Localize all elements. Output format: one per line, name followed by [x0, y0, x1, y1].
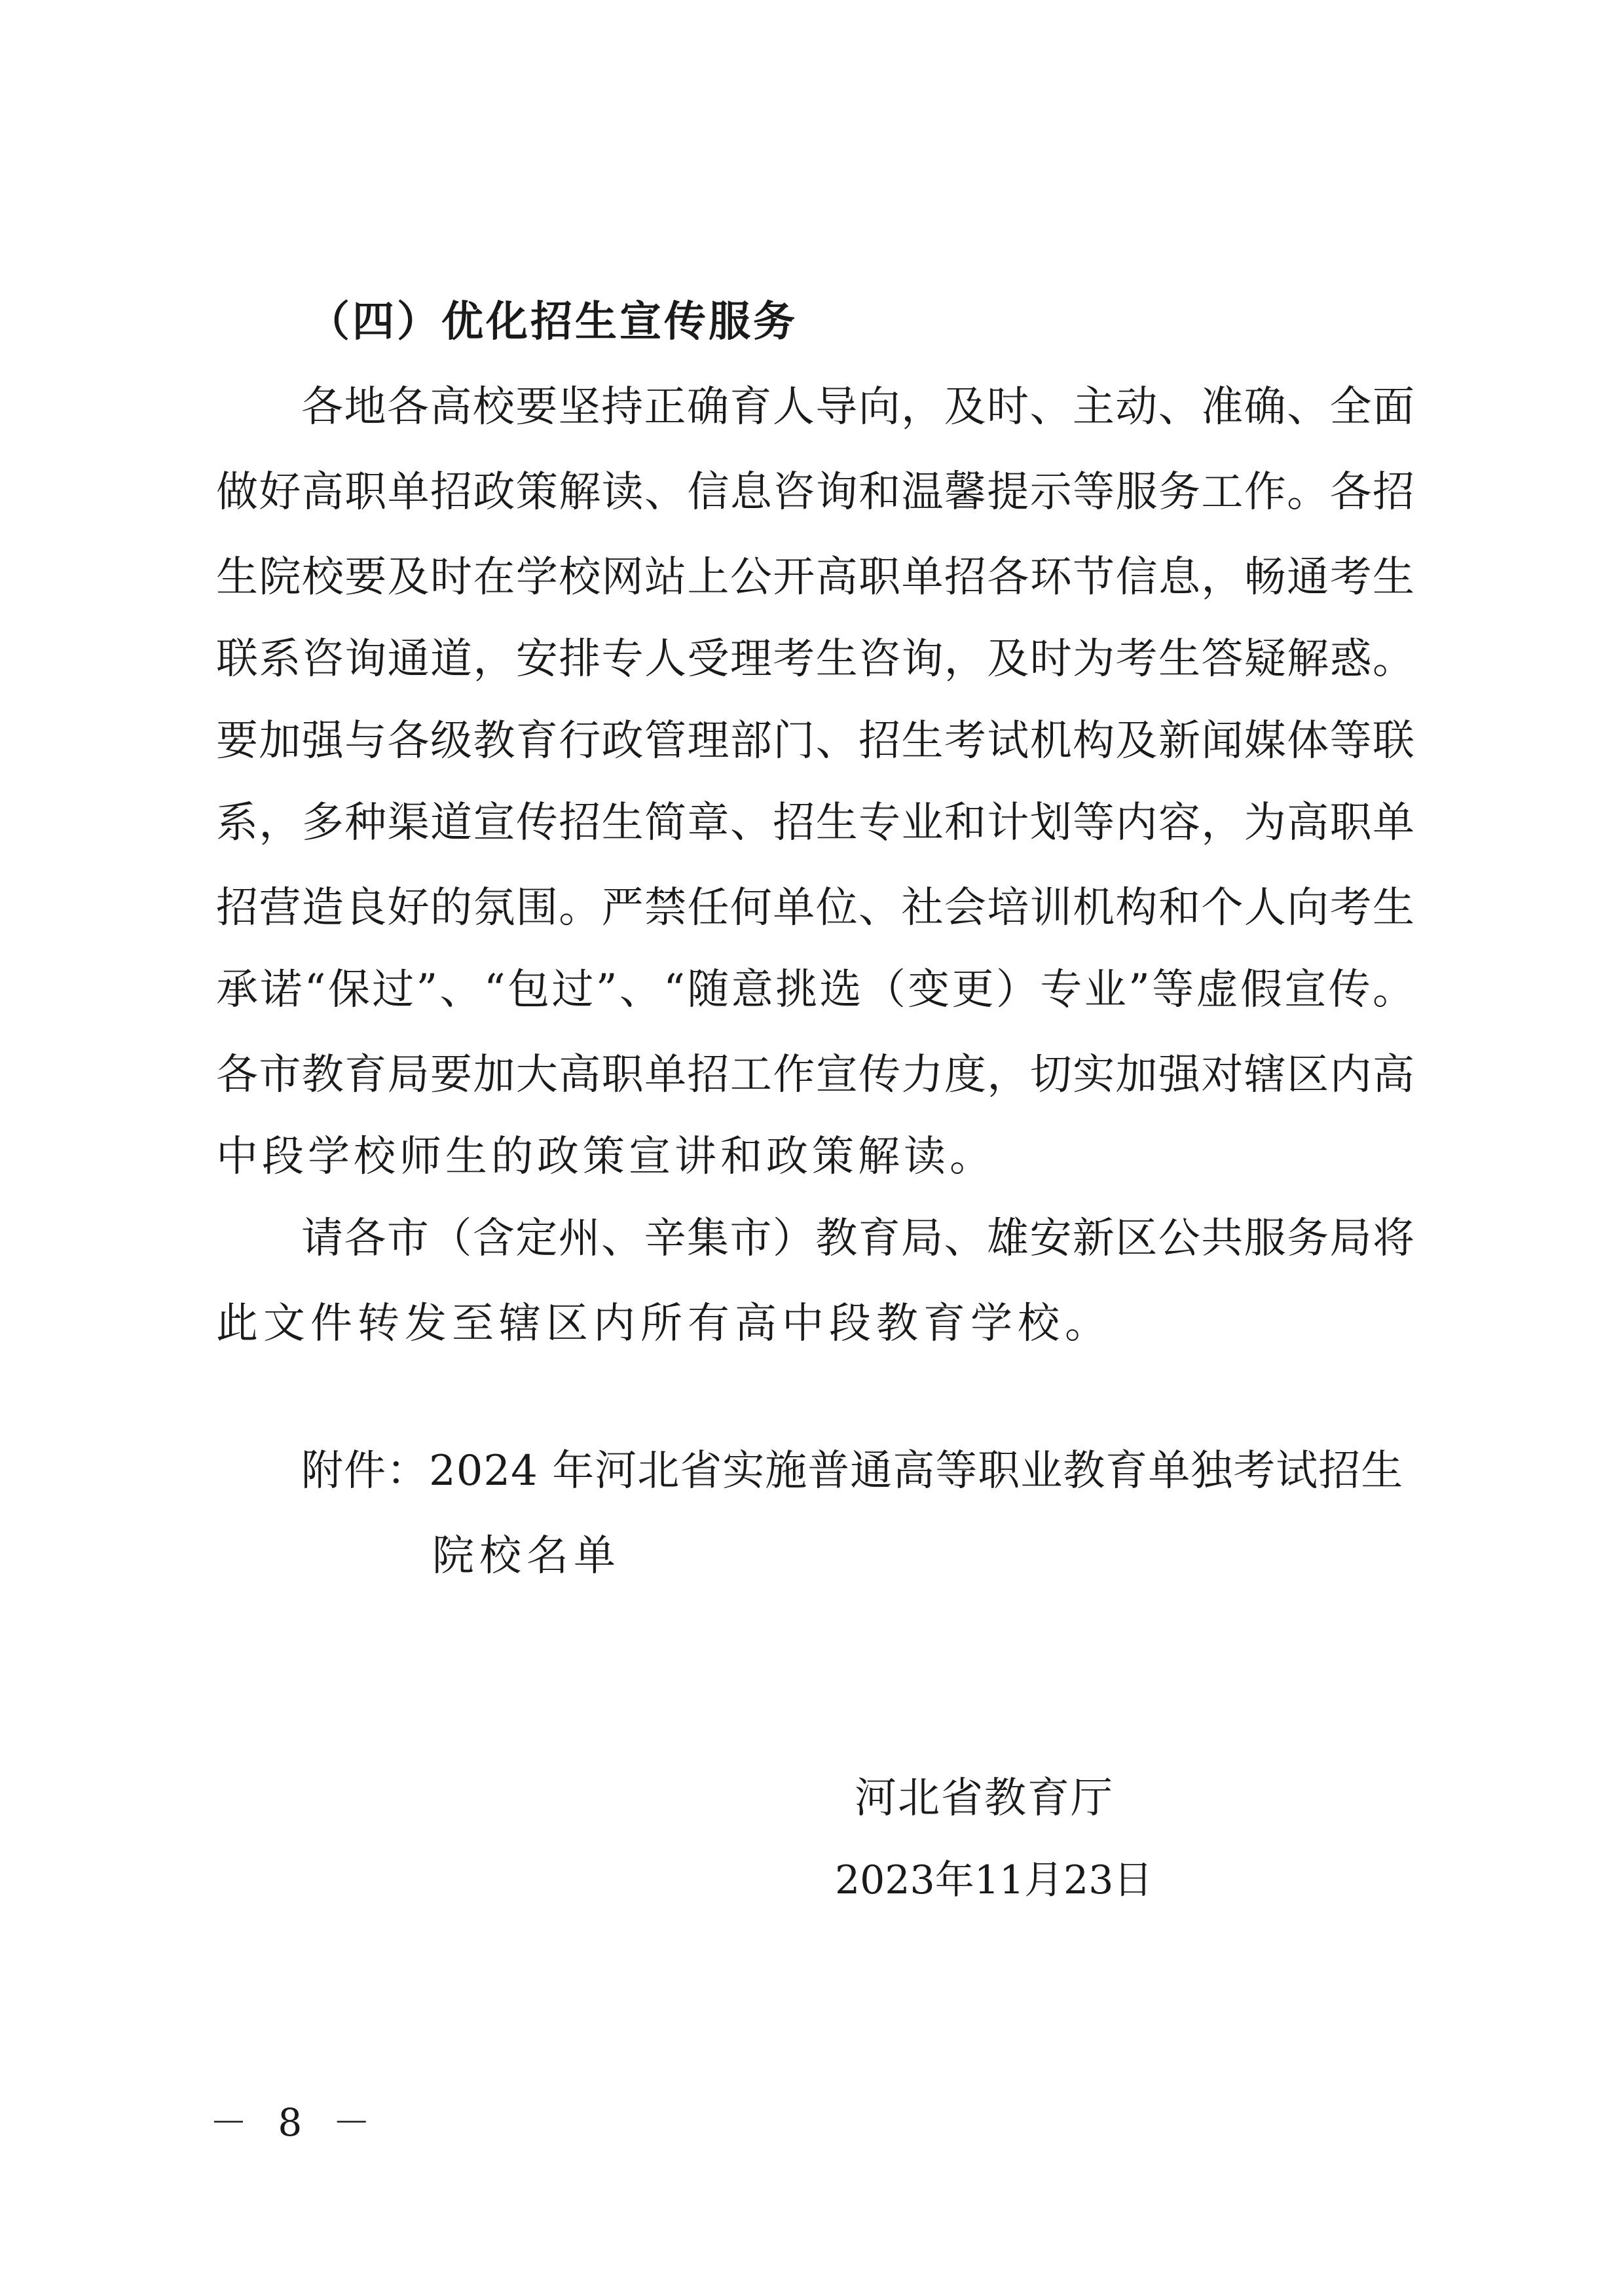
attachment-line: 附件：2024 年河北省实施普通高等职业教育单独考试招生 [301, 1447, 1404, 1495]
paragraph-line: 联系咨询通道，安排专人受理考生咨询，及时为考生答疑解惑。 [216, 635, 1414, 683]
attachment-line-continued: 院校名单 [432, 1532, 621, 1580]
paragraph-line: 招营造良好的氛围。严禁任何单位、社会培训机构和个人向考生 [216, 884, 1414, 932]
paragraph-line: 中段学校师生的政策宣讲和政策解读。 [216, 1133, 995, 1181]
issue-date: 2023年11月23日 [835, 1857, 1153, 1903]
section-heading: （四）优化招生宣传服务 [308, 297, 798, 346]
paragraph-line: 各市教育局要加大高职单招工作宣传力度，切实加强对辖区内高 [216, 1051, 1414, 1099]
paragraph-line: 此文件转发至辖区内所有高中段教育学校。 [216, 1300, 1112, 1348]
paragraph-line: 做好高职单招政策解读、信息咨询和温馨提示等服务工作。各招 [216, 468, 1414, 517]
paragraph-line: 承诺“保过”、“包过”、“随意挑选（变更）专业”等虚假宣传。 [216, 966, 1414, 1014]
paragraph-line: 要加强与各级教育行政管理部门、招生考试机构及新闻媒体等联 [216, 717, 1414, 765]
paragraph-line: 生院校要及时在学校网站上公开高职单招各环节信息，畅通考生 [216, 553, 1414, 602]
paragraph-line: 各地各高校要坚持正确育人导向，及时、主动、准确、全面 [301, 383, 1414, 431]
paragraph-line: 请各市（含定州、辛集市）教育局、雄安新区公共服务局将 [301, 1214, 1414, 1263]
paragraph-line: 系，多种渠道宣传招生简章、招生专业和计划等内容，为高职单 [216, 799, 1414, 847]
issuer-name: 河北省教育厅 [855, 1774, 1114, 1823]
page-number: － 8 － [210, 2100, 380, 2145]
